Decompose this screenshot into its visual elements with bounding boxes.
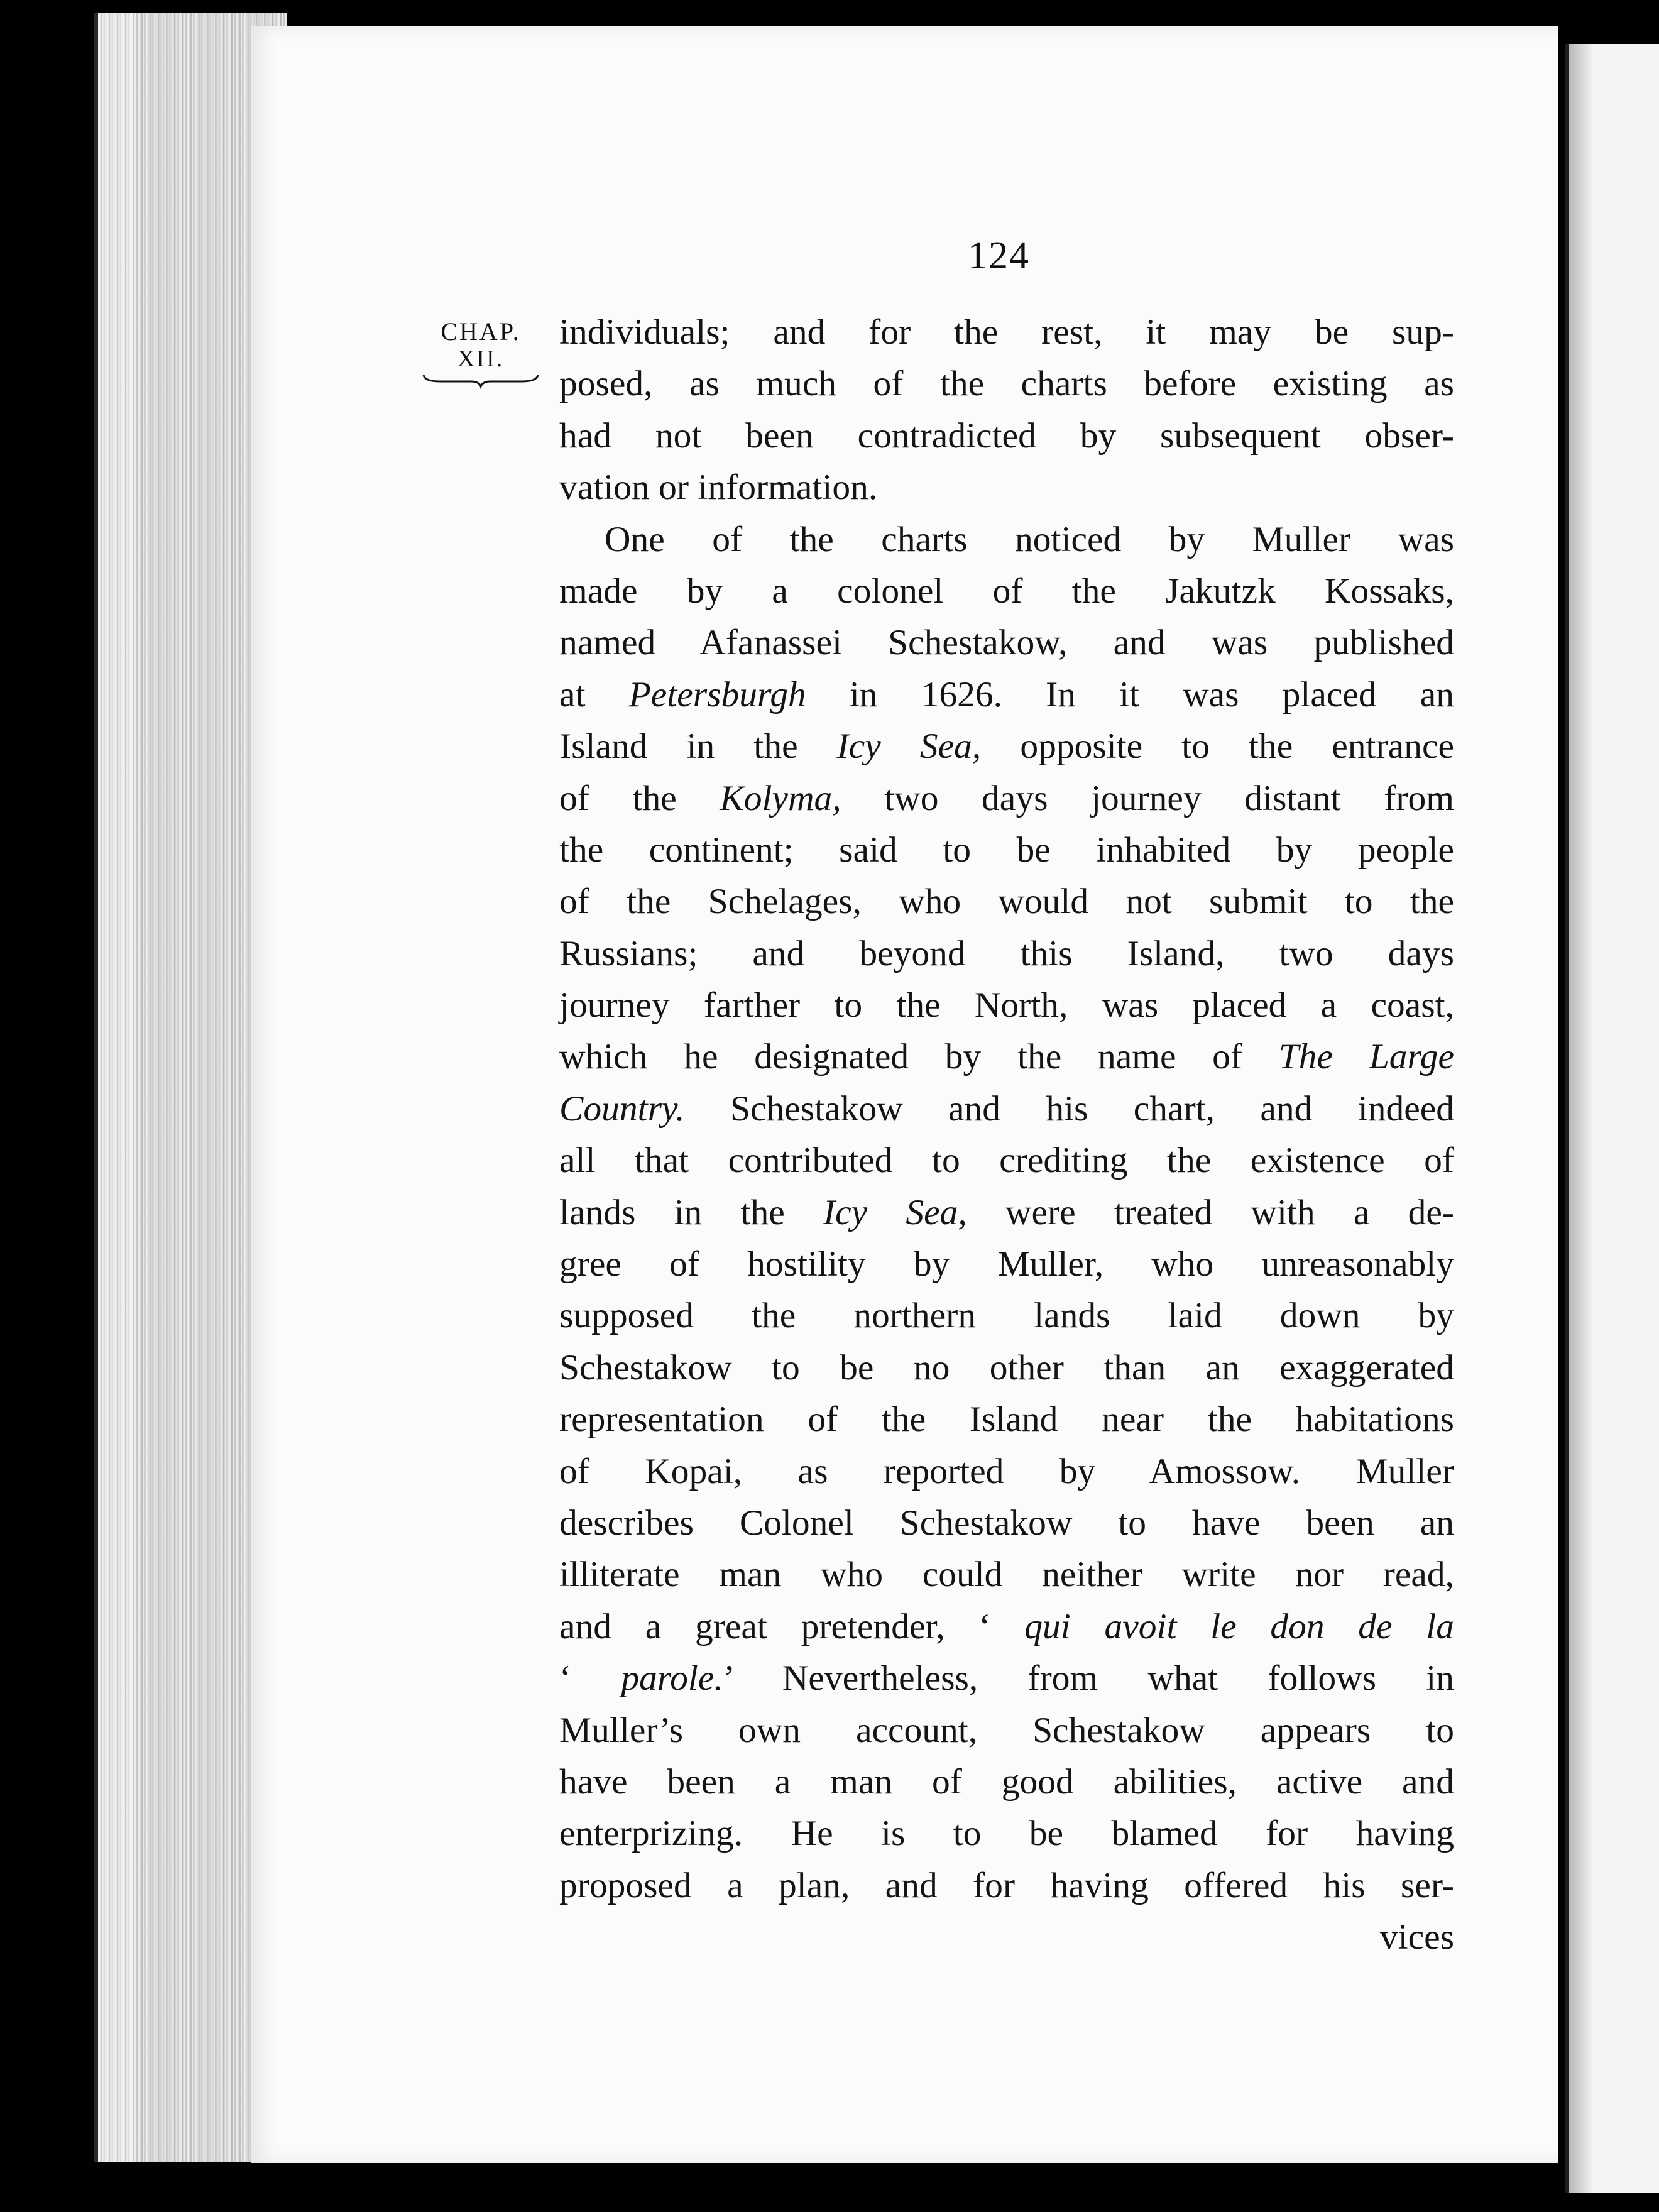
text-line: made by a colonel of the Jakutzk Kossaks,	[559, 571, 1454, 611]
text-line: Muller’s own account, Schestakow appears to	[559, 1710, 1454, 1750]
page-number: 124	[968, 234, 1030, 277]
text-line: supposed the northern lands laid down by	[559, 1296, 1454, 1336]
italic-text: Petersburgh	[628, 674, 806, 715]
text-line: enterprizing. He is to be blamed for having	[559, 1814, 1454, 1854]
text-line: ‘ parole.’ Nevertheless, from what follows in	[559, 1658, 1454, 1699]
text-line: Island in the Icy Sea, opposite to the entrance	[559, 726, 1454, 767]
text-line: named Afanassei Schestakow, and was published	[559, 623, 1454, 663]
text-line: at Petersburgh in 1626. In it was placed an	[559, 674, 1455, 715]
brace-ornament	[421, 373, 540, 389]
text-line: One of the charts noticed by Muller was	[605, 519, 1454, 559]
text-line: representation of the Island near the habitations	[559, 1399, 1454, 1440]
body-text	[559, 307, 1454, 1964]
text-line: vation or information.	[559, 468, 878, 508]
catchword: vices	[1379, 1917, 1454, 1957]
text-line: of Kopai, as reported by Amossow. Muller	[559, 1451, 1454, 1491]
italic-text: parole.	[621, 1658, 723, 1699]
text-line: gree of hostility by Muller, who unreasonably	[559, 1244, 1454, 1284]
text-line: all that contributed to crediting the existence of	[559, 1141, 1454, 1181]
text-line: the continent; said to be inhabited by people	[559, 830, 1454, 870]
chapter-number: XII.	[457, 346, 505, 372]
text-line: have been a man of good abilities, active and	[559, 1761, 1454, 1802]
facing-page-edge	[1565, 44, 1659, 2193]
text-line: individuals; and for the rest, it may be sup-	[559, 312, 1454, 352]
text-line: illiterate man who could neither write nor read,	[559, 1555, 1454, 1595]
text-line: lands in the Icy Sea, were treated with a de-	[559, 1192, 1454, 1232]
chapter-marginal-note	[421, 317, 540, 389]
chapter-label: CHAP.	[441, 317, 521, 346]
text-line: posed, as much of the charts before existing as	[559, 364, 1454, 404]
text-line: and a great pretender, ‘ qui avoit le don de la	[559, 1606, 1454, 1646]
text-line: of the Kolyma, two days journey distant from	[559, 778, 1454, 818]
text-line: Russians; and beyond this Island, two days	[559, 933, 1454, 973]
italic-text: Icy Sea,	[836, 726, 982, 767]
italic-text: Icy Sea,	[823, 1192, 967, 1232]
text-line: Country. Schestakow and his chart, and indeed	[559, 1088, 1454, 1129]
text-line: describes Colonel Schestakow to have been an	[559, 1503, 1454, 1543]
italic-text: Kolyma,	[720, 778, 841, 818]
text-line: proposed a plan, and for having offered his ser-	[559, 1865, 1454, 1905]
text-line: which he designated by the name of The Large	[559, 1037, 1454, 1077]
italic-text: The Large	[1278, 1037, 1454, 1077]
text-line: of the Schelages, who would not submit to the	[559, 882, 1454, 922]
text-line: had not been contradicted by subsequent obser-	[559, 415, 1454, 456]
text-line: journey farther to the North, was placed a coast,	[559, 985, 1454, 1026]
italic-text: qui avoit le don de la	[1024, 1606, 1454, 1646]
italic-text: Country.	[559, 1088, 685, 1129]
text-line: Schestakow to be no other than an exaggerated	[559, 1347, 1454, 1388]
